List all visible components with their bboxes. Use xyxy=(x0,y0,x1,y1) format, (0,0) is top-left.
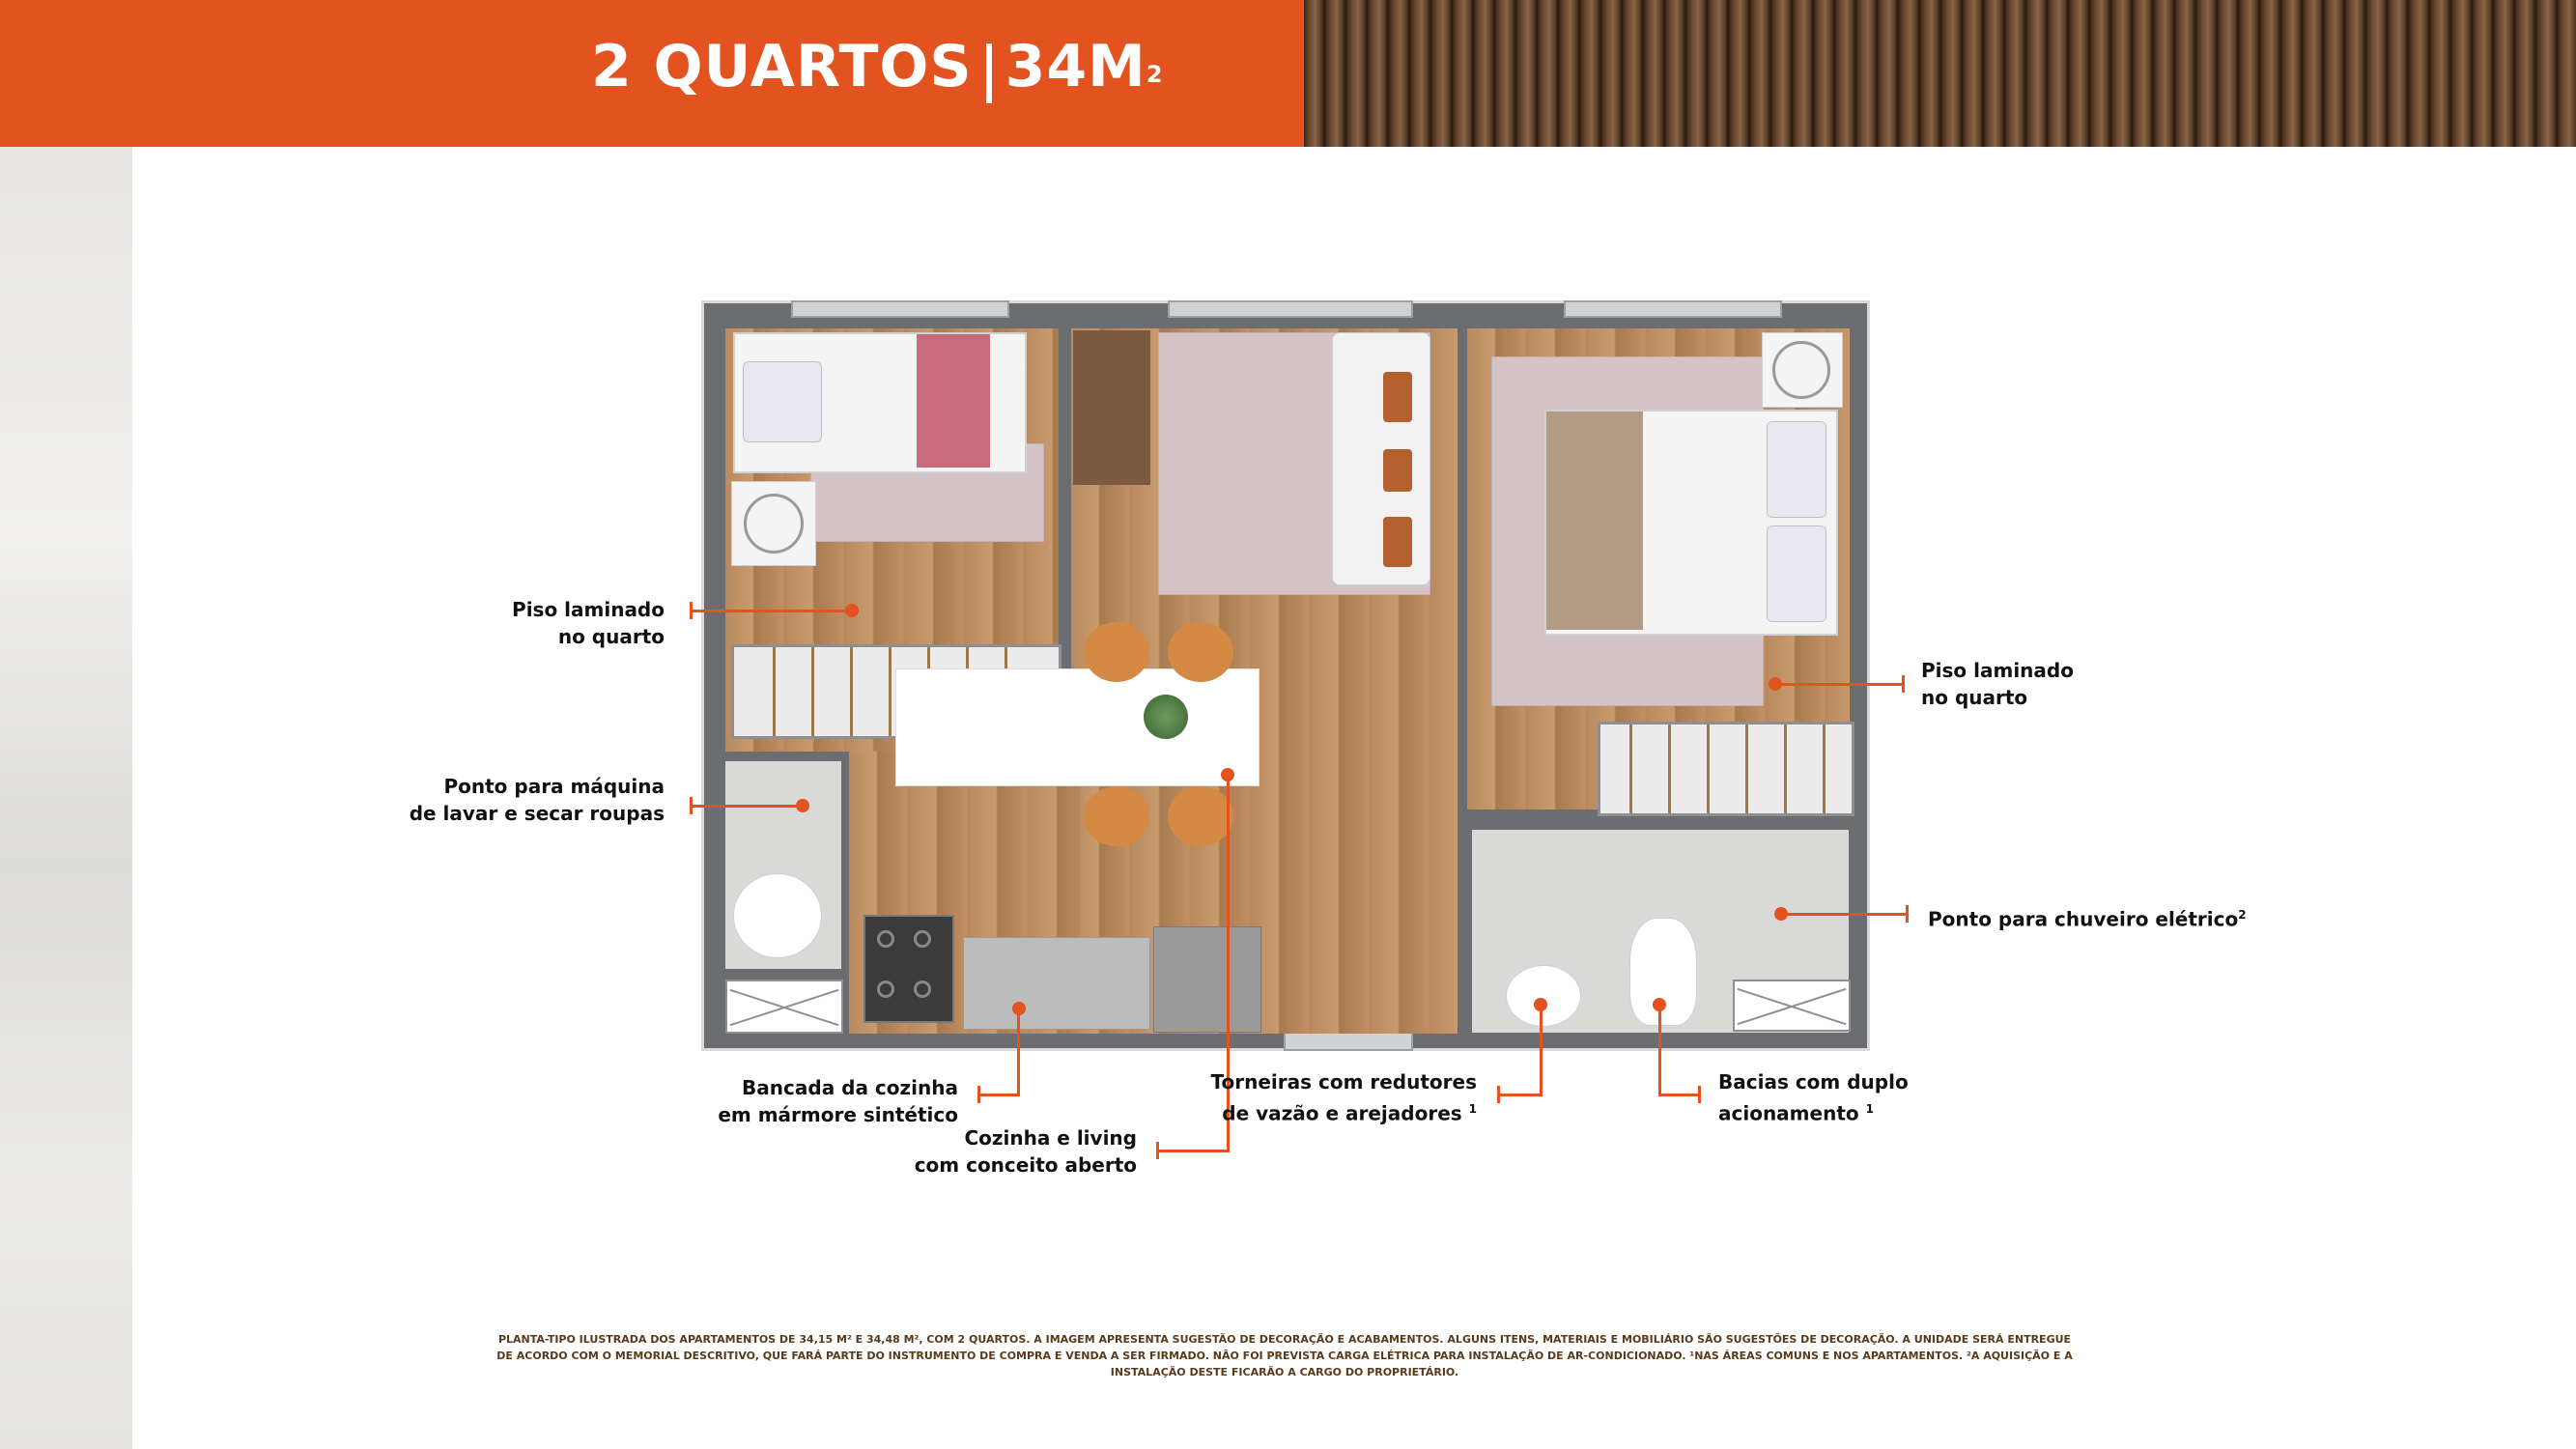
stove xyxy=(863,915,954,1023)
bed-pillow-right-2 xyxy=(1767,526,1826,622)
leader-torneiras-v xyxy=(1540,1005,1543,1096)
leader-torneiras-cap xyxy=(1497,1086,1500,1103)
shaft-right xyxy=(1733,980,1851,1032)
label-cozinha-living: Cozinha e living com conceito aberto xyxy=(914,1126,1137,1177)
bed-pillow-left xyxy=(743,361,822,442)
leader-piso-left-cap xyxy=(690,602,693,619)
page-title xyxy=(591,33,1164,114)
leader-piso-right-cap xyxy=(1902,675,1905,693)
marker-piso-right xyxy=(1769,677,1782,691)
shaft-left xyxy=(725,980,843,1034)
title-area-sup: 2 xyxy=(1146,61,1164,88)
leader-piso-right xyxy=(1775,683,1905,686)
marker-bacias xyxy=(1653,998,1666,1011)
bathroom-sink xyxy=(1506,965,1581,1027)
dining-table xyxy=(895,668,1260,786)
bed-pillow-right-1 xyxy=(1767,421,1826,518)
window-top-left xyxy=(791,300,1009,318)
bed-blanket-brown xyxy=(1546,412,1643,630)
marker-chuveiro xyxy=(1774,907,1788,921)
wardrobe-right xyxy=(1598,722,1854,816)
label-piso-laminado-right: Piso laminado no quarto xyxy=(1921,659,2074,709)
desk xyxy=(1073,330,1150,485)
leader-torneiras-h xyxy=(1497,1094,1543,1096)
floor-plan xyxy=(701,300,1870,1051)
leader-bacias-cap xyxy=(1698,1086,1701,1103)
chair-1 xyxy=(1084,622,1149,682)
label-bancada: Bancada da cozinha em mármore sintético xyxy=(718,1076,958,1126)
fridge xyxy=(1153,926,1261,1033)
leader-bacias-h xyxy=(1658,1094,1701,1096)
chair-3 xyxy=(1084,786,1149,846)
label-bacias: Bacias com duplo acionamento $^1$ xyxy=(1718,1070,1909,1125)
window-top-right xyxy=(1564,300,1782,318)
marker-piso-left xyxy=(845,604,859,617)
leader-bancada-h xyxy=(977,1094,1020,1096)
leader-chuveiro xyxy=(1781,913,1909,916)
window-top-center xyxy=(1168,300,1413,318)
label-torneiras: Torneiras com redutores de vazão e arejadores $^1$ xyxy=(1210,1070,1477,1125)
chair-4 xyxy=(1168,786,1233,846)
leader-cozinha-h xyxy=(1156,1150,1230,1152)
title-rooms: 2 QUARTOS xyxy=(591,33,973,100)
plant-centerpiece xyxy=(1144,695,1188,739)
leader-piso-left xyxy=(692,610,852,612)
title-separator xyxy=(986,43,992,103)
leader-maquina-cap xyxy=(690,797,693,814)
marker-cozinha xyxy=(1221,768,1234,781)
fan-bedroom-right xyxy=(1762,332,1843,408)
marker-bancada xyxy=(1012,1002,1026,1015)
label-ponto-maquina: Ponto para máquina de lavar e secar roupas xyxy=(409,775,665,825)
leader-chuveiro-cap xyxy=(1906,905,1909,923)
label-chuveiro: Ponto para chuveiro elétrico$^2$ xyxy=(1928,907,2247,931)
kitchen-counter xyxy=(963,937,1150,1030)
leader-cozinha-cap xyxy=(1156,1142,1159,1159)
bed-blanket-pink xyxy=(917,334,990,468)
fan-bedroom-left xyxy=(731,481,816,566)
marker-torneiras xyxy=(1534,998,1547,1011)
wood-panel-image xyxy=(1304,0,2576,147)
leader-bancada-cap xyxy=(977,1086,980,1103)
title-area: 34M xyxy=(1005,33,1146,100)
marker-maquina xyxy=(796,799,809,812)
concrete-texture-strip xyxy=(0,147,132,1449)
label-piso-laminado-left: Piso laminado no quarto xyxy=(512,598,665,648)
leader-maquina xyxy=(692,805,803,808)
laundry-sink xyxy=(733,873,822,958)
chair-2 xyxy=(1168,622,1233,682)
sofa xyxy=(1332,332,1430,585)
leader-bacias-v xyxy=(1658,1005,1661,1096)
leader-bancada-v xyxy=(1017,1009,1020,1096)
disclaimer-footnote: PLANTA-TIPO ILUSTRADA DOS APARTAMENTOS DE 34,15 M² E 34,48 M², COM 2 QUARTOS. A IMAGEM APRESENTA SUGESTÃO DE DECORAÇÃO E ACABAMENTOS. ALGUNS ITENS, MATERIAIS E MOBILIÁRIO SÃO SUGESTÕES DE DECORAÇÃO. A UNIDADE SERÁ ENTREGUE DE ACORDO COM O MEMORIAL DESCRITIVO, QUE FARÁ PARTE DO INSTRUMENTO DE COMPRA E VENDA A SER FIRMADO. NÃO FOI PREVISTA CARGA ELÉTRICA PARA INSTALAÇÃO DE AR-CONDICIONADO. ¹NAS ÁREAS COMUNS E NOS APARTAMENTOS. ²A AQUISIÇÃO E A INSTALAÇÃO DESTE FICARÃO A CARGO DO PROPRIETÁRIO. xyxy=(496,1333,2073,1378)
